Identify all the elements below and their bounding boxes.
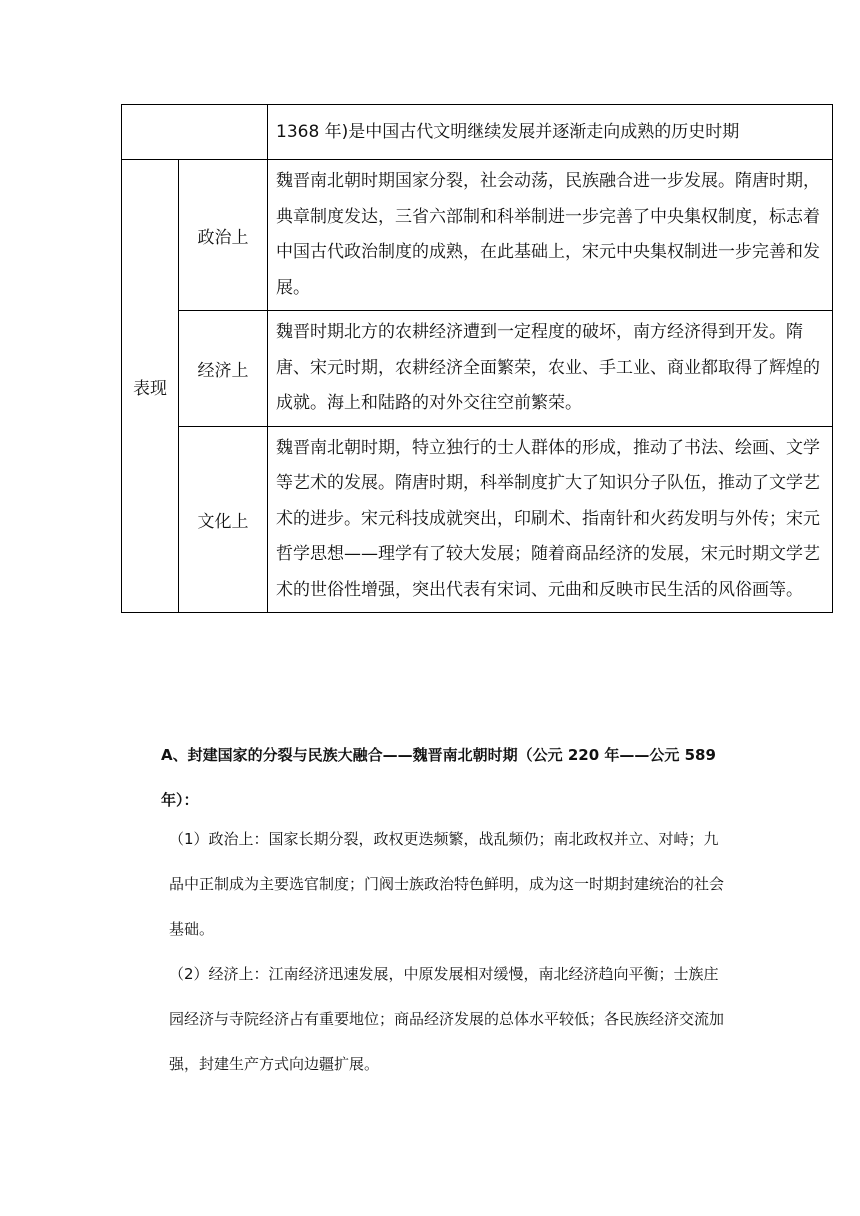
row-text-economy: 魏晋时期北方的农耕经济遭到一定程度的破坏，南方经济得到开发。隋唐、宋元时期，农耕经济全面繁荣，农业、手工业、商业都取得了辉煌的成就。海上和陆路的对外交往空前繁荣。 (268, 311, 833, 427)
row-text-politics: 魏晋南北朝时期国家分裂，社会动荡，民族融合进一步发展。隋唐时期，典章制度发达，三省六部制和科举制进一步完善了中央集权制度，标志着中国古代政治制度的成熟，在此基础上，宋元中央集权制进一步完善和发展。 (268, 160, 833, 311)
empty-cell (122, 105, 268, 160)
paragraph-politics (131, 817, 731, 952)
row-text-culture: 魏晋南北朝时期，特立独行的士人群体的形成，推动了书法、绘画、文学等艺术的发展。隋唐时期，科举制度扩大了知识分子队伍，推动了文学艺术的进步。宋元科技成就突出，印刷术、指南针和火药发明与外传；宋元哲学思想——理学有了较大发展；随着商品经济的发展，宋元时期文学艺术的世俗性增强，突出代表有宋词、元曲和反映市民生活的风俗画等。 (268, 426, 833, 613)
row-label-culture: 文化上 (179, 426, 268, 613)
row-label-politics: 政治上 (179, 160, 268, 311)
table-row-culture (122, 426, 833, 613)
section-heading: A、封建国家的分裂与民族大融合——魏晋南北朝时期（公元 220 年——公元 589 年）： (161, 746, 716, 809)
paragraph-economy-text: （2）经济上：江南经济迅速发展，中原发展相对缓慢，南北经济趋向平衡；士族庄园经济与寺院经济占有重要地位；商品经济发展的总体水平较低；各民族经济交流加强，封建生产方式向边疆扩展。 (169, 965, 725, 1073)
table-row-economy (122, 311, 833, 427)
table-row-politics (122, 160, 833, 311)
history-table (121, 104, 833, 613)
row-label-economy: 经济上 (179, 311, 268, 427)
paragraph-politics-text: （1）政治上：国家长期分裂，政权更迭频繁，战乱频仍；南北政权并立、对峙；九品中正制成为主要选官制度；门阀士族政治特色鲜明，成为这一时期封建统治的社会基础。 (169, 830, 725, 938)
table-row-period (122, 105, 833, 160)
group-label-cell: 表现 (122, 160, 179, 613)
period-text: 1368 年)是中国古代文明继续发展并逐渐走向成熟的历史时期 (268, 105, 833, 160)
paragraph-economy (131, 952, 731, 1087)
